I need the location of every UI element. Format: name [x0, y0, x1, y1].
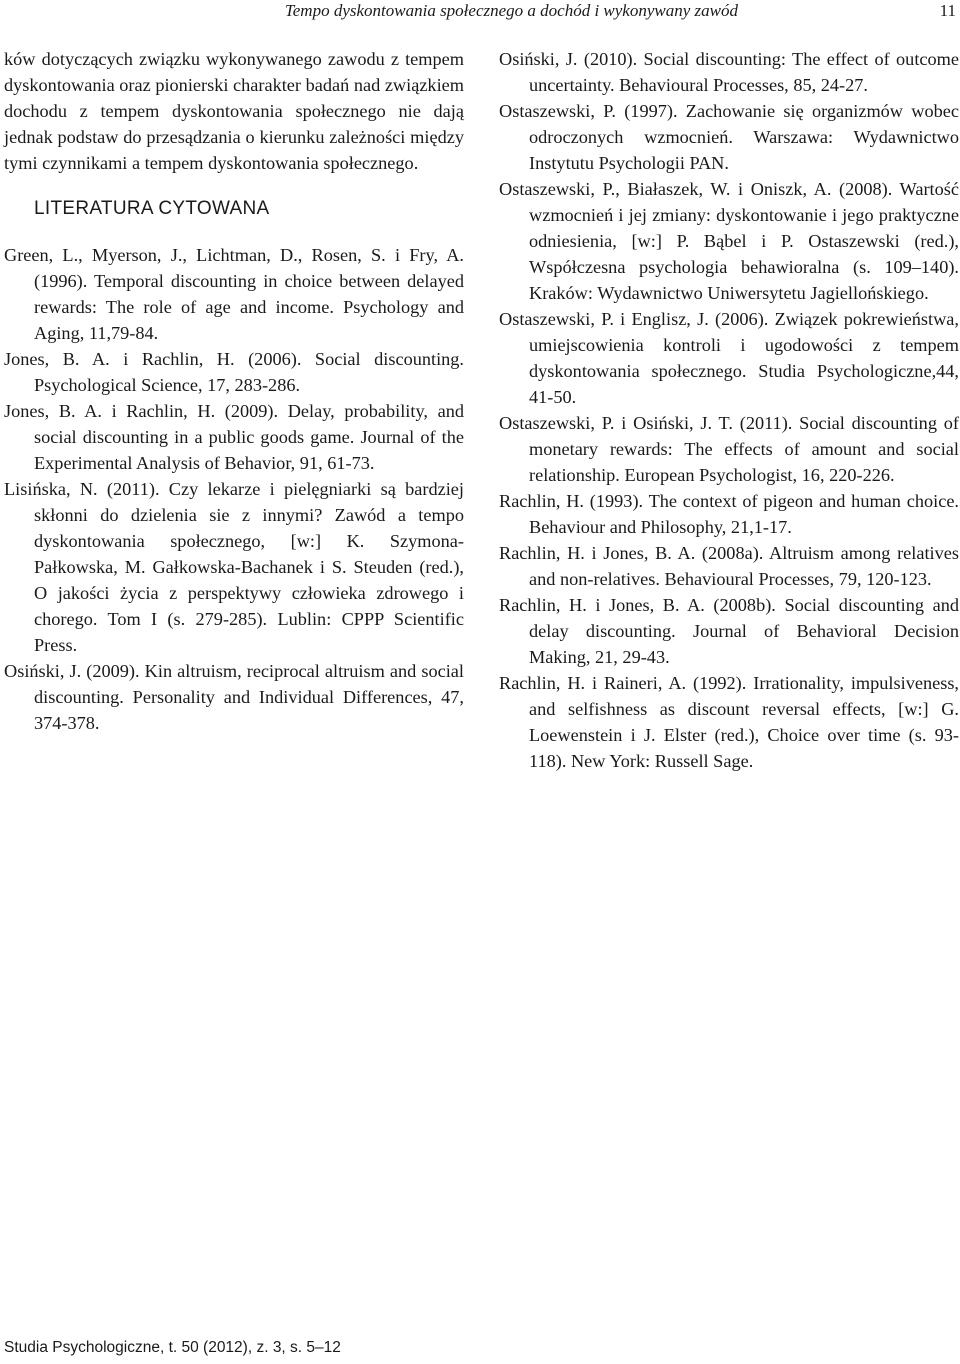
reference-list-left — [4, 242, 464, 736]
reference-item: Jones, B. A. i Rachlin, H. (2006). Social discounting. Psychological Science, 17, 283-286. — [4, 349, 464, 395]
reference-item: Rachlin, H. i Jones, B. A. (2008a). Altruism among relatives and non-relatives. Behavioural Processes, 79, 120-123. — [499, 543, 959, 589]
section-heading: LITERATURA CYTOWANA — [34, 198, 270, 219]
right-column — [499, 46, 959, 774]
left-column — [4, 46, 464, 736]
reference-item: Ostaszewski, P. (1997). Zachowanie się organizmów wobec odroczonych wzmocnień. Warszawa: Wydawnictwo Instytutu Psychologii PAN. — [499, 101, 959, 173]
reference-item: Jones, B. A. i Rachlin, H. (2009). Delay, probability, and social discounting in a public goods game. Journal of the Experimental Analysis of Behavior, 91, 61-73. — [4, 401, 464, 473]
running-header — [0, 0, 960, 24]
reference-item: Osiński, J. (2009). Kin altruism, reciprocal altruism and social discounting. Personality and Individual Differences, 47, 374-378. — [4, 661, 464, 733]
reference-item: Ostaszewski, P. i Osiński, J. T. (2011). Social discounting of monetary rewards: The effects of amount and social relationship. European Psychologist, 16, 220-226. — [499, 413, 959, 485]
reference-item: Rachlin, H. i Raineri, A. (1992). Irrationality, impulsiveness, and selfishness as discount reversal effects, [w:] G. Loewenstein i J. Elster (red.), Choice over time (s. 93-118). New York: Russell Sage. — [499, 673, 959, 771]
reference-item: Green, L., Myerson, J., Lichtman, D., Rosen, S. i Fry, A. (1996). Temporal discounting in choice between delayed rewards: The role of age and income. Psychology and Aging, 11,79-84. — [4, 245, 464, 343]
page-number: 11 — [939, 1, 956, 20]
running-title: Tempo dyskontowania społecznego a dochód i wykonywany zawód — [284, 1, 738, 20]
body-paragraph: ków dotyczących związku wykonywanego zawodu z tempem dyskontowania oraz pionierski charakter badań nad związkiem dochodu z tempem dyskontowania społecznego nie dają jednak podstaw do przesądzania o kierunku zależności między tymi czynnikami a tempem dyskontowania społecznego. — [4, 49, 464, 173]
reference-item: Ostaszewski, P. i Englisz, J. (2006). Związek pokrewieństwa, umiejscowienia kontroli i ugodowości z tempem dyskontowania społecznego. Studia Psychologiczne,44, 41-50. — [499, 309, 959, 407]
reference-item: Ostaszewski, P., Białaszek, W. i Oniszk, A. (2008). Wartość wzmocnień i jej zmiany: dyskontowanie i jego praktyczne odniesienia, [w:] P. Bąbel i P. Ostaszewski (red.), Współczesna psychologia behawioralna (s. 109–140). Kraków: Wydawnictwo Uniwersytetu Jagiellońskiego. — [499, 179, 959, 303]
reference-list-right — [499, 46, 959, 774]
reference-item: Lisińska, N. (2011). Czy lekarze i pielęgniarki są bardziej skłonni do dzielenia sie z innymi? Zawód a tempo dyskontowania społecznego, [w:] K. Szymona-Pałkowska, M. Gałkowska-Bachanek i S. Steuden (red.), O jakości życia z perspektywy człowieka zdrowego i chorego. Tom I (s. 279-285). Lublin: CPPP Scientific Press. — [4, 479, 464, 655]
reference-item: Osiński, J. (2010). Social discounting: The effect of outcome uncertainty. Behavioural Processes, 85, 24-27. — [499, 49, 959, 95]
reference-item: Rachlin, H. i Jones, B. A. (2008b). Social discounting and delay discounting. Journal of Behavioral Decision Making, 21, 29-43. — [499, 595, 959, 667]
reference-item: Rachlin, H. (1993). The context of pigeon and human choice. Behaviour and Philosophy, 21,1-17. — [499, 491, 959, 537]
journal-citation-footer: Studia Psychologiczne, t. 50 (2012), z. 3, s. 5–12 — [4, 1339, 341, 1356]
